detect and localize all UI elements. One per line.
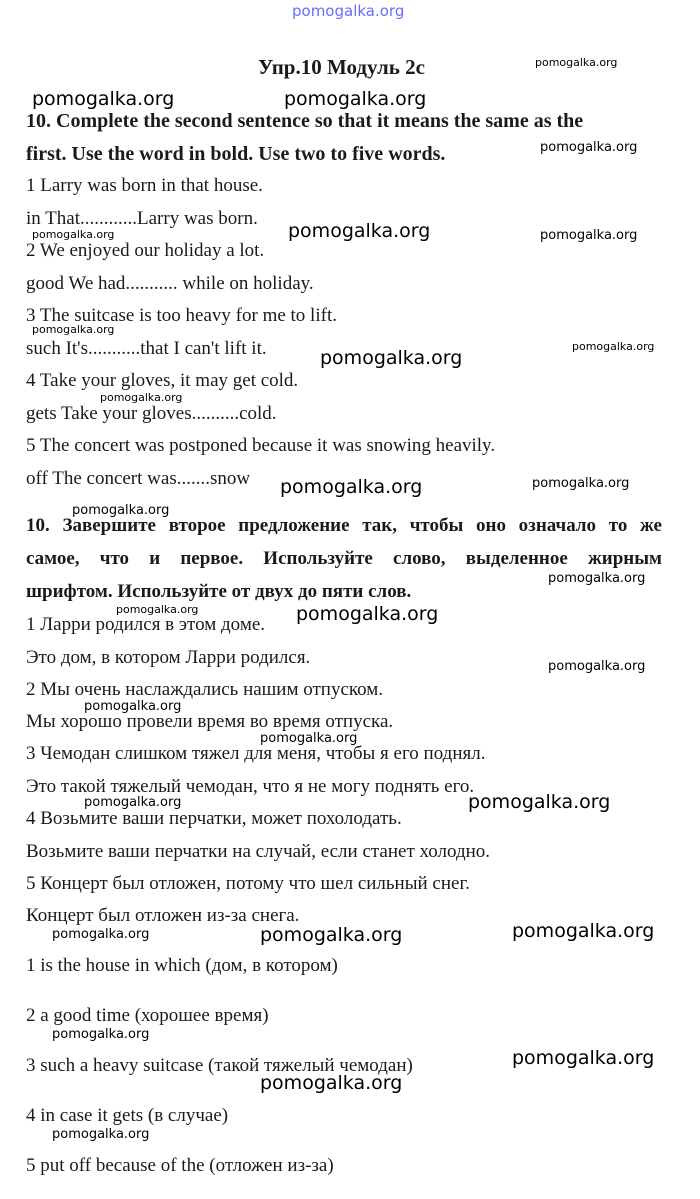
task-ru-item: 3 Чемодан слишком тяжел для меня, чтобы я его поднял. xyxy=(26,743,486,764)
watermark: pomogalka.org xyxy=(260,1072,403,1094)
task-en-item: in That............Larry was born. xyxy=(26,208,258,229)
watermark: pomogalka.org xyxy=(548,659,646,674)
watermark: pomogalka.org xyxy=(84,795,182,810)
task-en-item: 4 Take your gloves, it may get cold. xyxy=(26,370,299,391)
task-en-item: off The concert was.......snow xyxy=(26,468,251,489)
task-en-item: 3 The suitcase is too heavy for me to lift. xyxy=(26,305,337,326)
watermark: pomogalka.org xyxy=(84,699,182,714)
watermark: pomogalka.org xyxy=(116,603,199,616)
watermark: pomogalka.org xyxy=(535,56,618,69)
watermark: pomogalka.org xyxy=(260,924,403,946)
answer-item: 5 put off because of the (отложен из-за) xyxy=(26,1155,334,1176)
task-ru-heading-line3: шрифтом. Используйте от двух до пяти слов. xyxy=(26,581,412,602)
task-ru-item: 1 Ларри родился в этом доме. xyxy=(26,614,266,635)
watermark: pomogalka.org xyxy=(320,347,463,369)
watermark: pomogalka.org xyxy=(32,228,115,241)
watermark: pomogalka.org xyxy=(468,791,611,813)
watermark: pomogalka.org xyxy=(572,340,655,353)
watermark: pomogalka.org xyxy=(532,476,630,491)
task-ru-item: Концерт был отложен из-за снега. xyxy=(26,905,300,926)
task-en-heading-line1: 10. Complete the second sentence so that it means the same as the xyxy=(26,110,584,132)
watermark: pomogalka.org xyxy=(32,88,175,110)
watermark: pomogalka.org xyxy=(52,1127,150,1142)
site-header-watermark: pomogalka.org xyxy=(292,2,405,20)
task-en-item: 5 The concert was postponed because it was snowing heavily. xyxy=(26,435,496,456)
watermark: pomogalka.org xyxy=(512,1047,655,1069)
task-ru-item: Возьмите ваши перчатки на случай, если станет холодно. xyxy=(26,841,491,862)
task-ru-item: 2 Мы очень наслаждались нашим отпуском. xyxy=(26,679,384,700)
task-ru-item: Это дом, в котором Ларри родился. xyxy=(26,647,311,668)
watermark: pomogalka.org xyxy=(32,323,115,336)
answer-item: 1 is the house in which (дом, в котором) xyxy=(26,955,338,976)
watermark: pomogalka.org xyxy=(512,920,655,942)
task-en-heading-line2: first. Use the word in bold. Use two to five words. xyxy=(26,143,446,165)
answer-item: 3 such a heavy suitcase (такой тяжелый чемодан) xyxy=(26,1055,413,1076)
page-title: Упр.10 Модуль 2c xyxy=(258,55,425,79)
task-en-item: good We had........... while on holiday. xyxy=(26,273,314,294)
watermark: pomogalka.org xyxy=(72,503,170,518)
watermark: pomogalka.org xyxy=(540,140,638,155)
watermark: pomogalka.org xyxy=(52,927,150,942)
answer-item: 2 a good time (хорошее время) xyxy=(26,1005,269,1026)
answer-item: 4 in case it gets (в случае) xyxy=(26,1105,229,1126)
watermark: pomogalka.org xyxy=(540,228,638,243)
task-ru-heading-line2: самое, что и первое. Используйте слово, выделенное жирным xyxy=(26,548,662,569)
task-en-item: gets Take your gloves..........cold. xyxy=(26,403,277,424)
task-ru-item: 4 Возьмите ваши перчатки, может похолодать. xyxy=(26,808,402,829)
task-ru-item: Это такой тяжелый чемодан, что я не могу поднять его. xyxy=(26,776,475,797)
task-en-item: 1 Larry was born in that house. xyxy=(26,175,263,196)
task-ru-heading-line1: 10. Завершите второе предложение так, чтобы оно означало то же xyxy=(26,515,662,536)
watermark: pomogalka.org xyxy=(260,731,358,746)
task-en-item: such It's...........that I can't lift it. xyxy=(26,338,267,359)
watermark: pomogalka.org xyxy=(288,220,431,242)
watermark: pomogalka.org xyxy=(280,476,423,498)
task-ru-item: 5 Концерт был отложен, потому что шел сильный снег. xyxy=(26,873,470,894)
watermark: pomogalka.org xyxy=(100,391,183,404)
task-ru-item: Мы хорошо провели время во время отпуска. xyxy=(26,711,394,732)
watermark: pomogalka.org xyxy=(284,88,427,110)
watermark: pomogalka.org xyxy=(296,603,439,625)
watermark: pomogalka.org xyxy=(548,571,646,586)
task-en-item: 2 We enjoyed our holiday a lot. xyxy=(26,240,265,261)
watermark: pomogalka.org xyxy=(52,1027,150,1042)
